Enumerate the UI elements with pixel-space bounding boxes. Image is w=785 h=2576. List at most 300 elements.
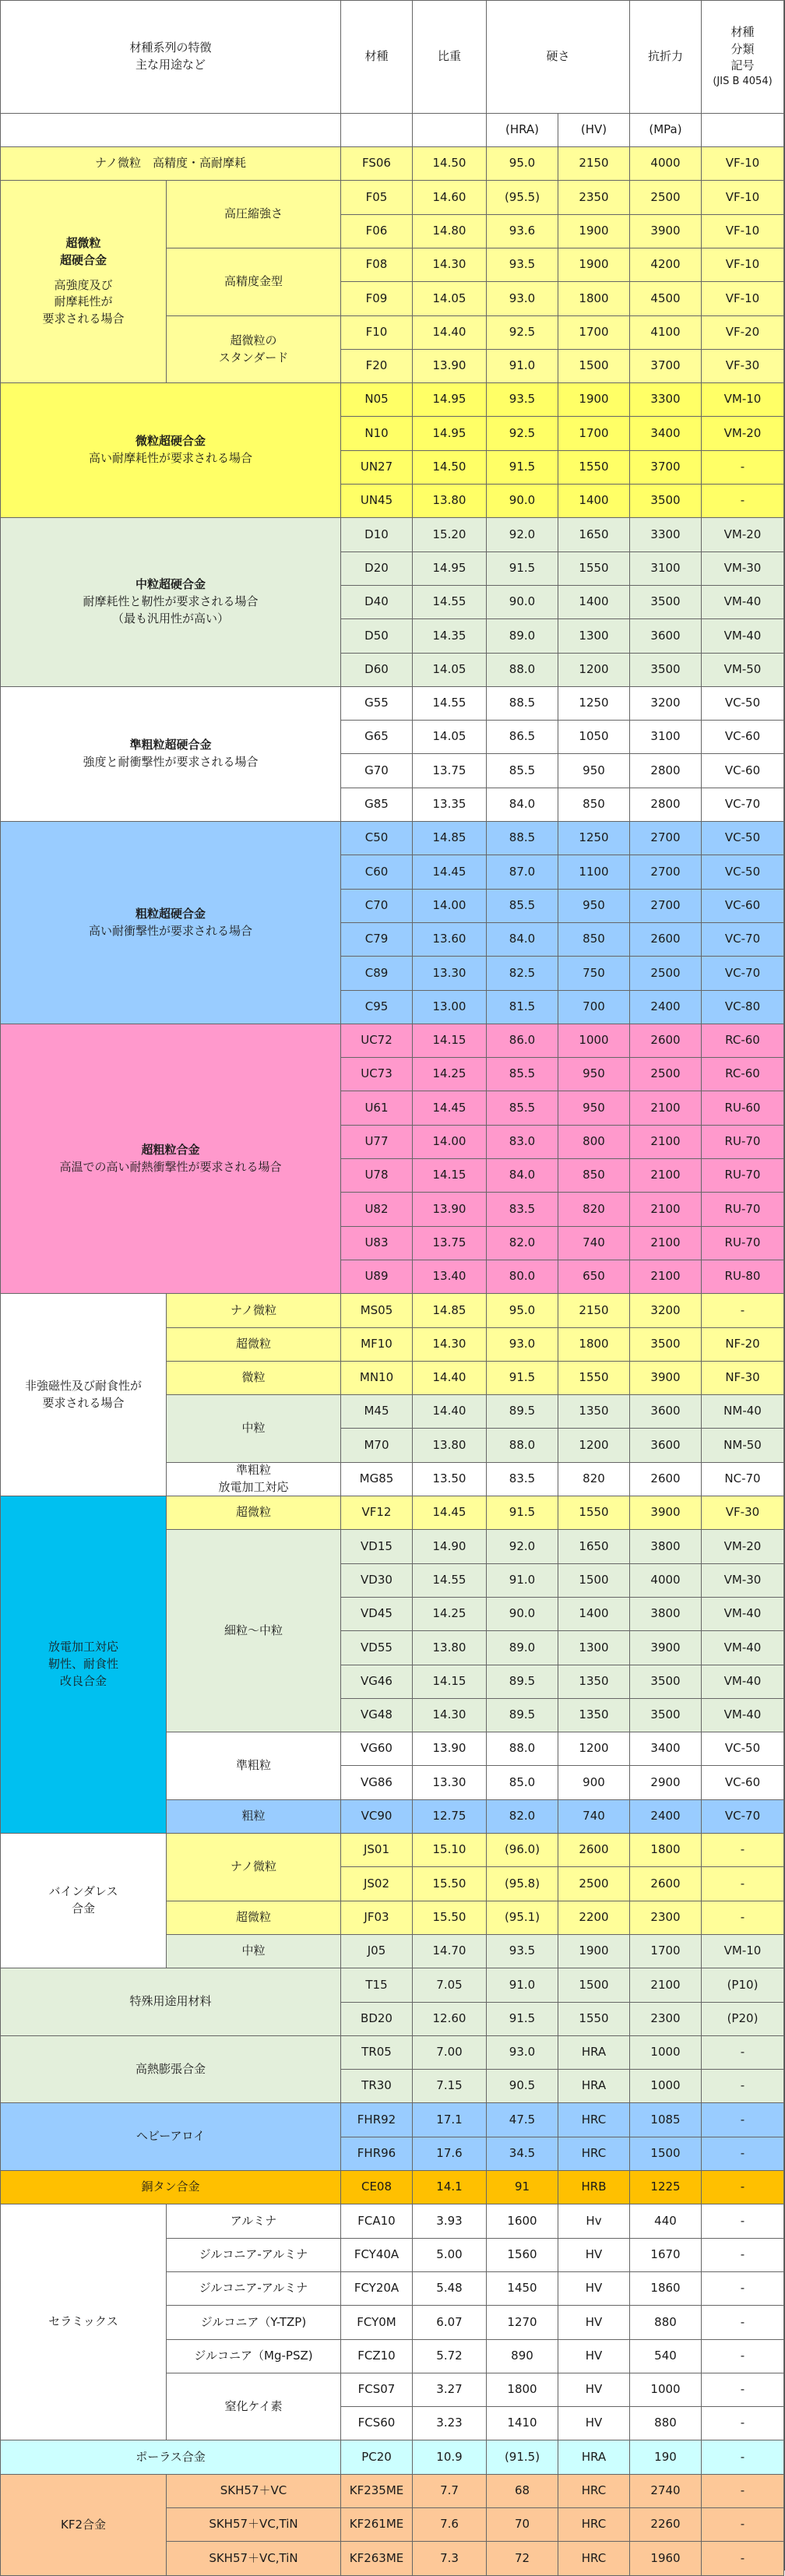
strength-cell: 2740 xyxy=(629,2474,702,2508)
header-units-blank xyxy=(701,113,784,147)
classification-cell: VC-70 xyxy=(701,1799,784,1834)
strength-cell: 3900 xyxy=(629,1496,702,1530)
strength-cell: 3700 xyxy=(629,450,702,485)
density-cell: 12.60 xyxy=(412,2002,487,2036)
group-ultracoarse-desc: 高温での高い耐熱衝撃性が要求される場合 xyxy=(59,1159,282,1174)
hardness-hv-cell: Hv xyxy=(558,2204,630,2239)
density-cell: 14.70 xyxy=(412,1934,487,1968)
hardness-hv-cell: 820 xyxy=(558,1462,630,1496)
classification-cell: VM-40 xyxy=(701,1698,784,1732)
hardness-hv-cell: 1550 xyxy=(558,1361,630,1395)
hardness-hra-cell: 89.5 xyxy=(486,1698,558,1732)
classification-cell: - xyxy=(701,2170,784,2204)
hardness-hra-cell: 92.0 xyxy=(486,517,558,552)
density-cell: 13.80 xyxy=(412,1428,487,1463)
hardness-hra-cell: 88.0 xyxy=(486,653,558,687)
hardness-hv-cell: 1350 xyxy=(558,1665,630,1699)
classification-cell: VM-20 xyxy=(701,416,784,451)
hardness-hv-cell: HRA xyxy=(558,2440,630,2475)
hardness-hv-cell: 1900 xyxy=(558,214,630,248)
hardness-hv-cell: 2200 xyxy=(558,1901,630,1935)
strength-cell: 1000 xyxy=(629,2069,702,2103)
unit-hra: (HRA) xyxy=(486,113,558,147)
hardness-hv-cell: HRC xyxy=(558,2102,630,2137)
density-cell: 14.25 xyxy=(412,1597,487,1631)
grade-cell: F05 xyxy=(340,180,413,215)
density-cell: 14.30 xyxy=(412,1698,487,1732)
density-cell: 13.40 xyxy=(412,1260,487,1294)
strength-cell: 2600 xyxy=(629,922,702,957)
hardness-hra-cell: 95.0 xyxy=(486,146,558,181)
strength-cell: 2800 xyxy=(629,788,702,822)
strength-cell: 2700 xyxy=(629,889,702,923)
strength-cell: 2100 xyxy=(629,1192,702,1227)
hardness-hv-cell: 1350 xyxy=(558,1698,630,1732)
strength-cell: 3900 xyxy=(629,214,702,248)
hardness-hra-cell: 82.0 xyxy=(486,1799,558,1834)
hardness-hv-cell: 950 xyxy=(558,753,630,788)
subgroup-binderless-nano: ナノ微粒 xyxy=(166,1833,341,1901)
hardness-hv-cell: HRC xyxy=(558,2507,630,2542)
grade-cell: FHR92 xyxy=(340,2102,413,2137)
density-cell: 13.35 xyxy=(412,788,487,822)
strength-cell: 4200 xyxy=(629,248,702,282)
strength-cell: 880 xyxy=(629,2305,702,2340)
classification-cell: - xyxy=(701,2305,784,2340)
header-classification-label: 材種 分類 記号 xyxy=(730,24,755,73)
hardness-hra-cell: 91.0 xyxy=(486,1968,558,2003)
density-cell: 17.1 xyxy=(412,2102,487,2137)
group-ceramics: セラミックス xyxy=(0,2204,167,2440)
group-medium-desc: 耐摩耗性と靭性が要求される場合 （最も汎用性が高い） xyxy=(83,594,259,625)
strength-cell: 3100 xyxy=(629,551,702,586)
hardness-hv-cell: HV xyxy=(558,2339,630,2373)
hardness-hv-cell: HRA xyxy=(558,2035,630,2070)
strength-cell: 3600 xyxy=(629,1428,702,1463)
classification-cell: - xyxy=(701,2069,784,2103)
grade-cell: FS06 xyxy=(340,146,413,181)
subgroup-zirconia-alumina-1: ジルコニア-アルミナ xyxy=(166,2238,341,2272)
density-cell: 7.00 xyxy=(412,2035,487,2070)
density-cell: 13.90 xyxy=(412,1192,487,1227)
hardness-hv-cell: 1200 xyxy=(558,1428,630,1463)
density-cell: 14.25 xyxy=(412,1057,487,1091)
hardness-hra-cell: 83.5 xyxy=(486,1462,558,1496)
density-cell: 14.80 xyxy=(412,214,487,248)
grade-cell: VF12 xyxy=(340,1496,413,1530)
classification-cell: VM-30 xyxy=(701,1563,784,1598)
density-cell: 14.00 xyxy=(412,889,487,923)
grade-cell: N05 xyxy=(340,382,413,417)
grade-cell: VD30 xyxy=(340,1563,413,1598)
hardness-hv-cell: 1800 xyxy=(558,281,630,316)
classification-cell: VF-10 xyxy=(701,146,784,181)
classification-cell: RC-60 xyxy=(701,1057,784,1091)
hardness-hra-cell: 91.5 xyxy=(486,450,558,485)
group-nonmagnetic: 非強磁性及び耐食性が 要求される場合 xyxy=(0,1293,167,1496)
density-cell: 5.48 xyxy=(412,2271,487,2306)
hardness-hv-cell: 1000 xyxy=(558,1024,630,1058)
strength-cell: 2100 xyxy=(629,1226,702,1260)
grade-cell: KF235ME xyxy=(340,2474,413,2508)
hardness-hv-cell: 850 xyxy=(558,922,630,957)
grade-cell: C95 xyxy=(340,990,413,1024)
classification-cell: - xyxy=(701,2035,784,2070)
classification-cell: - xyxy=(701,1901,784,1935)
hardness-hv-cell: HV xyxy=(558,2406,630,2440)
density-cell: 5.72 xyxy=(412,2339,487,2373)
strength-cell: 1000 xyxy=(629,2373,702,2407)
grade-cell: C79 xyxy=(340,922,413,957)
hardness-hra-cell: 91 xyxy=(486,2170,558,2204)
density-cell: 14.00 xyxy=(412,1125,487,1159)
classification-cell: NC-70 xyxy=(701,1462,784,1496)
hardness-hv-cell: 850 xyxy=(558,1158,630,1193)
strength-cell: 4000 xyxy=(629,146,702,181)
hardness-hv-cell: 1650 xyxy=(558,1529,630,1564)
grade-cell: U77 xyxy=(340,1125,413,1159)
subgroup-edm-ultrafine: 超微粒 xyxy=(166,1496,341,1530)
group-copper-tungsten: 銅タン合金 xyxy=(0,2170,341,2204)
hardness-hv-cell: 1400 xyxy=(558,484,630,518)
grade-cell: KF261ME xyxy=(340,2507,413,2542)
hardness-hv-cell: 1250 xyxy=(558,821,630,855)
grade-cell: FCA10 xyxy=(340,2204,413,2239)
classification-cell: - xyxy=(701,484,784,518)
grade-cell: U89 xyxy=(340,1260,413,1294)
group-ultrafine-desc: 高強度及び 耐摩耗性が 要求される場合 xyxy=(42,277,125,326)
density-cell: 13.90 xyxy=(412,1732,487,1766)
grade-cell: M45 xyxy=(340,1394,413,1429)
hardness-hra-cell: 72 xyxy=(486,2541,558,2576)
classification-cell: - xyxy=(701,2339,784,2373)
grade-cell: F09 xyxy=(340,281,413,316)
grade-cell: UC73 xyxy=(340,1057,413,1091)
grade-cell: C50 xyxy=(340,821,413,855)
classification-cell: VM-40 xyxy=(701,1630,784,1665)
strength-cell: 1670 xyxy=(629,2238,702,2272)
classification-cell: NM-40 xyxy=(701,1394,784,1429)
grade-cell: D10 xyxy=(340,517,413,552)
strength-cell: 2100 xyxy=(629,1125,702,1159)
classification-cell: VC-60 xyxy=(701,1765,784,1800)
hardness-hra-cell: 88.5 xyxy=(486,686,558,721)
grade-cell: G70 xyxy=(340,753,413,788)
hardness-hv-cell: HV xyxy=(558,2238,630,2272)
strength-cell: 2500 xyxy=(629,180,702,215)
density-cell: 7.05 xyxy=(412,1968,487,2003)
density-cell: 13.75 xyxy=(412,753,487,788)
grade-cell: VD45 xyxy=(340,1597,413,1631)
density-cell: 14.35 xyxy=(412,618,487,654)
group-kf2: KF2合金 xyxy=(0,2474,167,2576)
hardness-hra-cell: 85.5 xyxy=(486,753,558,788)
strength-cell: 2700 xyxy=(629,855,702,890)
strength-cell: 3700 xyxy=(629,349,702,383)
header-classification-standard: (JIS B 4054) xyxy=(713,76,773,88)
classification-cell: RU-70 xyxy=(701,1158,784,1193)
strength-cell: 1000 xyxy=(629,2035,702,2070)
classification-cell: VF-20 xyxy=(701,315,784,350)
density-cell: 15.10 xyxy=(412,1833,487,1867)
hardness-hra-cell: 84.0 xyxy=(486,1158,558,1193)
strength-cell: 2700 xyxy=(629,821,702,855)
strength-cell: 3500 xyxy=(629,1327,702,1362)
grade-cell: VG46 xyxy=(340,1665,413,1699)
grade-cell: VD55 xyxy=(340,1630,413,1665)
subgroup-binderless-medium: 中粒 xyxy=(166,1934,341,1968)
density-cell: 13.90 xyxy=(412,349,487,383)
subgroup-nonmag-semicoarse: 準粗粒 放電加工対応 xyxy=(166,1462,341,1496)
subgroup-zirconia-alumina-2: ジルコニア-アルミナ xyxy=(166,2271,341,2306)
density-cell: 13.80 xyxy=(412,1630,487,1665)
strength-cell: 1800 xyxy=(629,1833,702,1867)
density-cell: 14.50 xyxy=(412,450,487,485)
subgroup-edm-coarse: 粗粒 xyxy=(166,1799,341,1834)
classification-cell: VC-60 xyxy=(701,720,784,754)
hardness-hra-cell: 91.0 xyxy=(486,349,558,383)
subgroup-nonmag-nano: ナノ微粒 xyxy=(166,1293,341,1328)
hardness-hv-cell: 1900 xyxy=(558,382,630,417)
hardness-hra-cell: 1800 xyxy=(486,2373,558,2407)
classification-cell: - xyxy=(701,2406,784,2440)
strength-cell: 3600 xyxy=(629,1394,702,1429)
hardness-hv-cell: 900 xyxy=(558,1765,630,1800)
hardness-hra-cell: 90.5 xyxy=(486,2069,558,2103)
classification-cell: - xyxy=(701,2238,784,2272)
density-cell: 12.75 xyxy=(412,1799,487,1834)
classification-cell: VM-40 xyxy=(701,618,784,654)
hardness-hv-cell: 1500 xyxy=(558,1968,630,2003)
strength-cell: 2600 xyxy=(629,1462,702,1496)
classification-cell: (P10) xyxy=(701,1968,784,2003)
group-semicoarse-title: 準粗粒超硬合金 xyxy=(129,738,212,752)
classification-cell: - xyxy=(701,1866,784,1901)
grade-cell: FCY0M xyxy=(340,2305,413,2340)
strength-cell: 3400 xyxy=(629,1732,702,1766)
subgroup-binderless-ultrafine: 超微粒 xyxy=(166,1901,341,1935)
hardness-hv-cell: HV xyxy=(558,2305,630,2340)
grade-cell: F08 xyxy=(340,248,413,282)
subgroup-ultrafine-standard: 超微粒の スタンダード xyxy=(166,315,341,383)
hardness-hv-cell: 850 xyxy=(558,788,630,822)
strength-cell: 3300 xyxy=(629,517,702,552)
grade-cell: C89 xyxy=(340,956,413,991)
hardness-hra-cell: 890 xyxy=(486,2339,558,2373)
hardness-hra-cell: 85.5 xyxy=(486,1057,558,1091)
strength-cell: 1700 xyxy=(629,1934,702,1968)
density-cell: 6.07 xyxy=(412,2305,487,2340)
grade-cell: N10 xyxy=(340,416,413,451)
classification-cell: - xyxy=(701,1293,784,1328)
grade-cell: TR30 xyxy=(340,2069,413,2103)
density-cell: 14.05 xyxy=(412,281,487,316)
strength-cell: 3300 xyxy=(629,382,702,417)
hardness-hv-cell: 1700 xyxy=(558,416,630,451)
hardness-hra-cell: 93.0 xyxy=(486,281,558,316)
group-medium-title: 中粒超硬合金 xyxy=(135,577,206,592)
group-coarse-desc: 高い耐衝撃性が要求される場合 xyxy=(88,923,252,938)
hardness-hra-cell: 85.5 xyxy=(486,889,558,923)
classification-cell: VM-40 xyxy=(701,1665,784,1699)
hardness-hv-cell: 740 xyxy=(558,1226,630,1260)
density-cell: 14.40 xyxy=(412,1394,487,1429)
group-ultracoarse xyxy=(0,1024,341,1294)
density-cell: 17.6 xyxy=(412,2137,487,2171)
hardness-hv-cell: 1300 xyxy=(558,1630,630,1665)
hardness-hv-cell: 1900 xyxy=(558,1934,630,1968)
strength-cell: 1500 xyxy=(629,2137,702,2171)
strength-cell: 3800 xyxy=(629,1597,702,1631)
hardness-hra-cell: 82.5 xyxy=(486,956,558,991)
group-nano: ナノ微粒 高精度・高耐摩耗 xyxy=(0,146,341,181)
grade-cell: T15 xyxy=(340,1968,413,2003)
grade-cell: JS02 xyxy=(340,1866,413,1901)
grade-cell: D60 xyxy=(340,653,413,687)
hardness-hra-cell: 84.0 xyxy=(486,922,558,957)
density-cell: 14.55 xyxy=(412,686,487,721)
strength-cell: 2100 xyxy=(629,1968,702,2003)
hardness-hra-cell: 89.5 xyxy=(486,1394,558,1429)
hardness-hv-cell: 2150 xyxy=(558,1293,630,1328)
grade-cell: FCS60 xyxy=(340,2406,413,2440)
density-cell: 14.45 xyxy=(412,1091,487,1126)
grade-cell: F10 xyxy=(340,315,413,350)
density-cell: 15.20 xyxy=(412,517,487,552)
hardness-hv-cell: 1400 xyxy=(558,1597,630,1631)
hardness-hra-cell: 87.0 xyxy=(486,855,558,890)
strength-cell: 540 xyxy=(629,2339,702,2373)
classification-cell: - xyxy=(701,2474,784,2508)
hardness-hra-cell: (91.5) xyxy=(486,2440,558,2475)
grade-cell: C70 xyxy=(340,889,413,923)
group-special: 特殊用途用材料 xyxy=(0,1968,341,2036)
hardness-hra-cell: 88.0 xyxy=(486,1732,558,1766)
grade-cell: UN27 xyxy=(340,450,413,485)
strength-cell: 190 xyxy=(629,2440,702,2475)
hardness-hra-cell: 93.5 xyxy=(486,1934,558,1968)
hardness-hv-cell: 650 xyxy=(558,1260,630,1294)
grade-cell: D50 xyxy=(340,618,413,654)
density-cell: 7.6 xyxy=(412,2507,487,2542)
grade-cell: J05 xyxy=(340,1934,413,1968)
classification-cell: - xyxy=(701,2507,784,2542)
subgroup-edm-fine-medium: 細粒〜中粒 xyxy=(166,1529,341,1732)
strength-cell: 2500 xyxy=(629,956,702,991)
grade-cell: FCY20A xyxy=(340,2271,413,2306)
grade-cell: VG48 xyxy=(340,1698,413,1732)
hardness-hv-cell: 950 xyxy=(558,1057,630,1091)
hardness-hra-cell: 91.5 xyxy=(486,1361,558,1395)
hardness-hv-cell: 1550 xyxy=(558,2002,630,2036)
header-units-blank xyxy=(0,113,341,147)
classification-cell: - xyxy=(701,2541,784,2576)
strength-cell: 2260 xyxy=(629,2507,702,2542)
classification-cell: VM-10 xyxy=(701,382,784,417)
header-classification xyxy=(701,0,784,114)
subgroup-high-compression: 高圧縮強さ xyxy=(166,180,341,248)
density-cell: 5.00 xyxy=(412,2238,487,2272)
classification-cell: VF-10 xyxy=(701,214,784,248)
hardness-hra-cell: 82.0 xyxy=(486,1226,558,1260)
strength-cell: 3400 xyxy=(629,416,702,451)
grade-cell: U61 xyxy=(340,1091,413,1126)
grade-cell: MF10 xyxy=(340,1327,413,1362)
strength-cell: 1960 xyxy=(629,2541,702,2576)
hardness-hv-cell: 1650 xyxy=(558,517,630,552)
hardness-hra-cell: 86.5 xyxy=(486,720,558,754)
strength-cell: 3500 xyxy=(629,484,702,518)
strength-cell: 3800 xyxy=(629,1529,702,1564)
density-cell: 14.45 xyxy=(412,1496,487,1530)
classification-cell: VM-30 xyxy=(701,551,784,586)
subgroup-nonmag-ultrafine: 超微粒 xyxy=(166,1327,341,1362)
strength-cell: 2600 xyxy=(629,1024,702,1058)
grade-cell: CE08 xyxy=(340,2170,413,2204)
hardness-hv-cell: HRC xyxy=(558,2541,630,2576)
hardness-hv-cell: 1900 xyxy=(558,248,630,282)
classification-cell: - xyxy=(701,2102,784,2137)
classification-cell: VC-50 xyxy=(701,686,784,721)
density-cell: 14.90 xyxy=(412,1529,487,1564)
hardness-hv-cell: 1800 xyxy=(558,1327,630,1362)
hardness-hra-cell: 89.0 xyxy=(486,1630,558,1665)
grade-cell: MS05 xyxy=(340,1293,413,1328)
strength-cell: 2100 xyxy=(629,1091,702,1126)
hardness-hra-cell: 88.5 xyxy=(486,821,558,855)
hardness-hv-cell: 1500 xyxy=(558,1563,630,1598)
subgroup-zirconia-mgpsz: ジルコニア（Mg-PSZ) xyxy=(166,2339,341,2373)
strength-cell: 2100 xyxy=(629,1260,702,1294)
grade-cell: U82 xyxy=(340,1192,413,1227)
group-heavy-alloy: ヘビーアロイ xyxy=(0,2102,341,2171)
hardness-hra-cell: 91.5 xyxy=(486,1496,558,1530)
density-cell: 14.05 xyxy=(412,653,487,687)
strength-cell: 880 xyxy=(629,2406,702,2440)
classification-cell: RU-70 xyxy=(701,1226,784,1260)
strength-cell: 3100 xyxy=(629,720,702,754)
density-cell: 13.30 xyxy=(412,956,487,991)
grade-cell: G85 xyxy=(340,788,413,822)
classification-cell: VM-40 xyxy=(701,585,784,619)
grade-cell: F20 xyxy=(340,349,413,383)
hardness-hv-cell: 1550 xyxy=(558,551,630,586)
strength-cell: 4500 xyxy=(629,281,702,316)
hardness-hv-cell: HRC xyxy=(558,2474,630,2508)
group-binderless: バインダレス 合金 xyxy=(0,1833,167,1968)
hardness-hra-cell: (95.1) xyxy=(486,1901,558,1935)
hardness-hv-cell: 740 xyxy=(558,1799,630,1834)
density-cell: 14.95 xyxy=(412,382,487,417)
subgroup-zirconia-ytzp: ジルコニア（Y-TZP) xyxy=(166,2305,341,2340)
subgroup-silicon-nitride: 窒化ケイ素 xyxy=(166,2373,341,2440)
density-cell: 14.55 xyxy=(412,1563,487,1598)
density-cell: 14.95 xyxy=(412,551,487,586)
strength-cell: 3900 xyxy=(629,1630,702,1665)
hardness-hv-cell: 1700 xyxy=(558,315,630,350)
hardness-hra-cell: 90.0 xyxy=(486,1597,558,1631)
classification-cell: RU-80 xyxy=(701,1260,784,1294)
hardness-hra-cell: 85.0 xyxy=(486,1765,558,1800)
density-cell: 13.60 xyxy=(412,922,487,957)
hardness-hv-cell: 2600 xyxy=(558,1833,630,1867)
hardness-hra-cell: 1600 xyxy=(486,2204,558,2239)
group-coarse xyxy=(0,821,341,1024)
hardness-hra-cell: 92.0 xyxy=(486,1529,558,1564)
hardness-hv-cell: 2500 xyxy=(558,1866,630,1901)
strength-cell: 2100 xyxy=(629,1158,702,1193)
hardness-hv-cell: 950 xyxy=(558,889,630,923)
